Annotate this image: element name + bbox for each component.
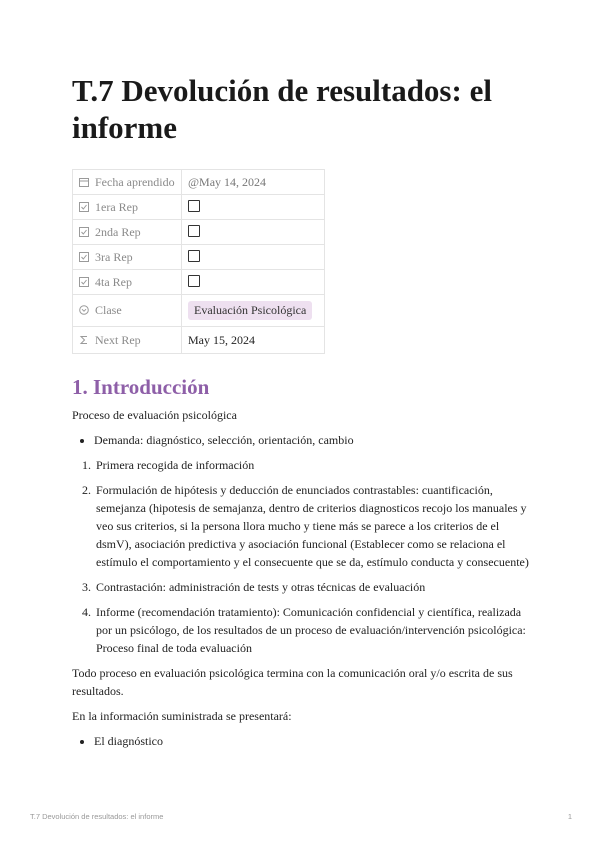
section-heading: 1. Introducción <box>72 375 210 399</box>
page-title: T.7 Devolución de resultados: el informe <box>72 73 492 145</box>
property-row <box>73 327 325 354</box>
property-key: Clase <box>73 295 182 327</box>
property-key: Next Rep <box>73 327 182 354</box>
document-body <box>72 406 532 757</box>
property-row <box>73 245 325 270</box>
checkbox-2nda-rep[interactable] <box>188 225 200 237</box>
select-icon <box>79 305 89 315</box>
checkbox-1era-rep[interactable] <box>188 200 200 212</box>
bullet-list <box>72 732 532 750</box>
checkbox-4ta-rep[interactable] <box>188 275 200 287</box>
checkbox-property-icon <box>79 202 89 212</box>
footer-title: T.7 Devolución de resultados: el informe <box>30 812 164 821</box>
property-key: 4ta Rep <box>73 270 182 295</box>
property-row <box>73 195 325 220</box>
property-value[interactable] <box>182 295 325 327</box>
sigma-icon <box>79 335 89 345</box>
list-item: 1. Primera recogida de información <box>94 456 532 474</box>
list-item: 3. Contrastación: administración de tests y otras técnicas de evaluación <box>94 578 532 596</box>
list-item: • El diagnóstico <box>94 732 532 750</box>
property-key: 3ra Rep <box>73 245 182 270</box>
property-value[interactable] <box>182 220 325 245</box>
property-key: Fecha aprendido <box>73 170 182 195</box>
checkbox-property-icon <box>79 227 89 237</box>
calendar-icon <box>79 177 89 187</box>
property-key: 2nda Rep <box>73 220 182 245</box>
property-row <box>73 220 325 245</box>
intro-paragraph: Proceso de evaluación psicológica <box>72 408 237 422</box>
property-key: 1era Rep <box>73 195 182 220</box>
checkbox-3ra-rep[interactable] <box>188 250 200 262</box>
property-value[interactable]: @May 14, 2024 <box>182 170 325 195</box>
paragraph: Todo proceso en evaluación psicológica termina con la comunicación oral y/o escrita de sus resultados. <box>72 666 513 698</box>
properties-table <box>72 169 325 354</box>
property-row <box>73 170 325 195</box>
property-row <box>73 295 325 327</box>
numbered-list <box>72 456 532 657</box>
property-value: May 15, 2024 <box>182 327 325 354</box>
checkbox-property-icon <box>79 252 89 262</box>
paragraph: En la información suministrada se presentará: <box>72 709 292 723</box>
property-row <box>73 270 325 295</box>
list-item: • Demanda: diagnóstico, selección, orientación, cambio <box>94 431 532 449</box>
page-footer <box>30 812 572 821</box>
bullet-list <box>72 431 532 449</box>
property-value[interactable] <box>182 270 325 295</box>
list-item: 2. Formulación de hipótesis y deducción de enunciados contrastables: cuantificación, semejanza (hipotesis de semajanza, dentro de criterios diagnosticos recojo los manuales y veo sus criterios, si la persona llora mucho y tiene más se parece a los criterios de el dsmV), asociación predictiva y asociación funcional (Establecer como se relaciona el estímulo el comportamiento y el consecuente que se da, estímulo conducta y consecuente) <box>94 481 532 571</box>
property-value[interactable] <box>182 195 325 220</box>
list-item: 4. Informe (recomendación tratamiento): Comunicación confidencial y científica, realizada por un psicólogo, de los resultados de un proceso de evaluación/intervención psicológica: Proceso final de toda evaluación <box>94 603 532 657</box>
page-number: 1 <box>567 812 572 821</box>
property-value[interactable] <box>182 245 325 270</box>
checkbox-property-icon <box>79 277 89 287</box>
class-tag[interactable]: Evaluación Psicológica <box>188 301 312 320</box>
